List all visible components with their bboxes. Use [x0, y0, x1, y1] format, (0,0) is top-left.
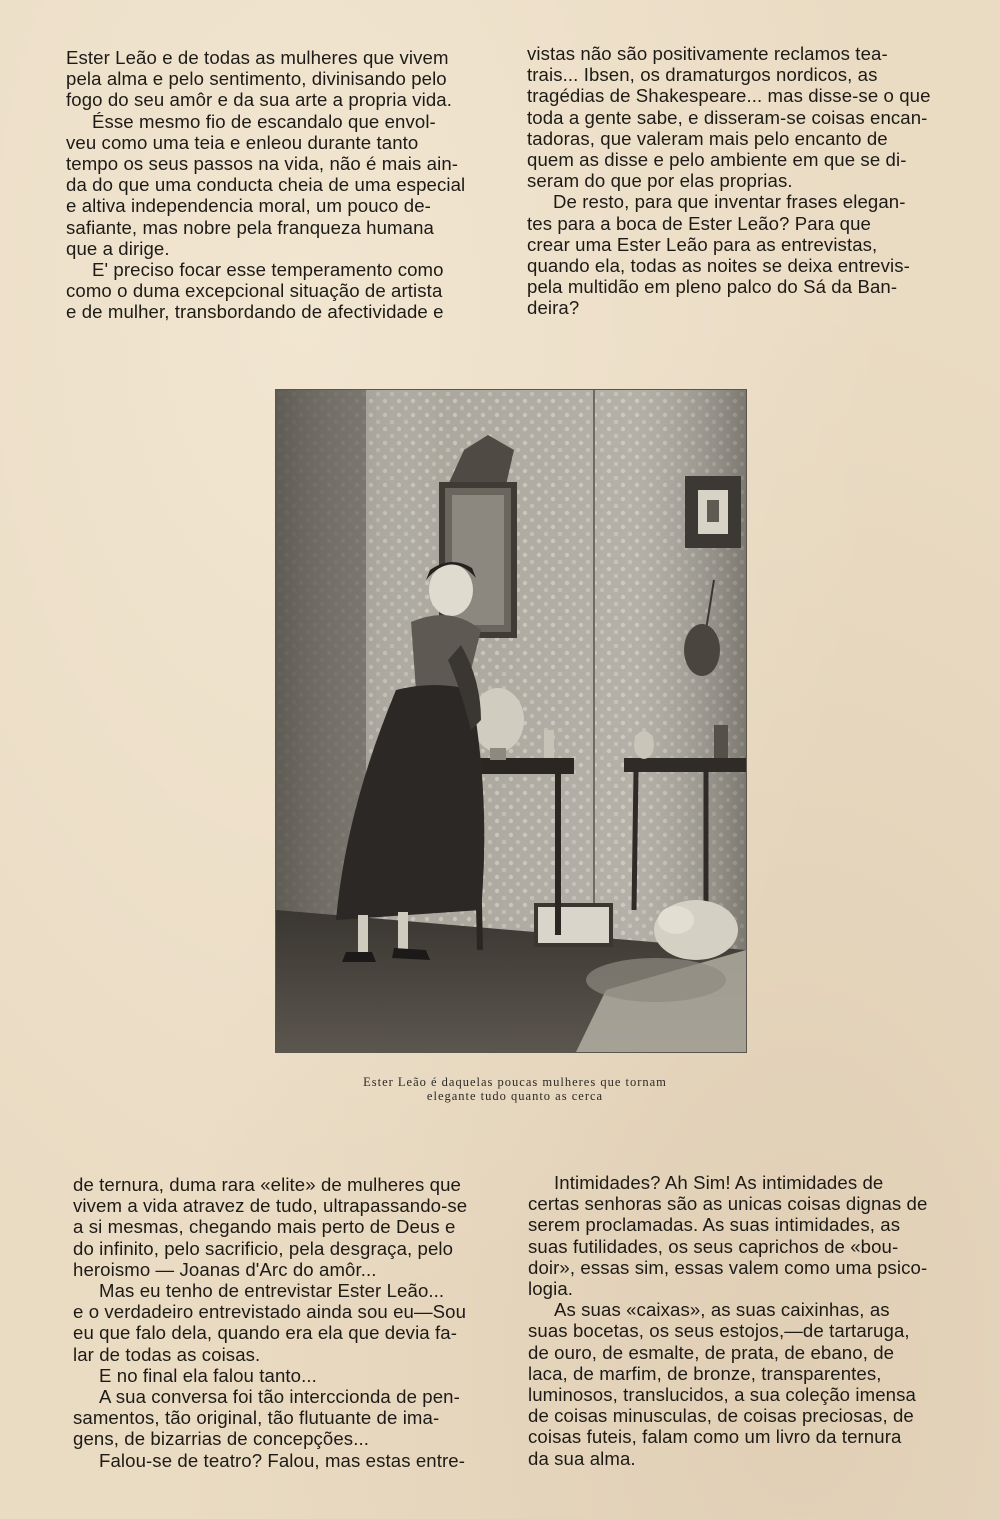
- text-line: certas senhoras são as unicas coisas dignas de: [528, 1193, 928, 1215]
- paragraph: [73, 1280, 498, 1365]
- text-line: de coisas minusculas, de coisas preciosas, de: [528, 1405, 914, 1427]
- text-line: De resto, para que inventar frases elegan-: [553, 191, 906, 213]
- photo-caption: [300, 1075, 730, 1103]
- text-line: Intimidades? Ah Sim! As intimidades de: [554, 1172, 884, 1193]
- text-line: Mas eu tenho de entrevistar Ester Leão...: [99, 1280, 445, 1302]
- text-column-top-right: [527, 43, 957, 319]
- text-line: a si mesmas, chegando mais perto de Deus e: [73, 1216, 456, 1238]
- text-line: gens, de bizarrias de concepções...: [73, 1428, 370, 1450]
- text-line: trais... Ibsen, os dramaturgos nordicos, as: [527, 64, 878, 86]
- text-line: de ouro, de esmalte, de prata, de ebano, de: [528, 1341, 895, 1363]
- text-line: veu como uma teia e enleou durante tanto: [66, 131, 419, 153]
- text-line: como o duma excepcional situação de artista: [66, 280, 443, 302]
- photograph-ester-leao: [276, 390, 746, 1052]
- text-line: safiante, mas nobre pela franqueza humana: [66, 216, 434, 238]
- caption-line-2: elegante tudo quanto as cerca: [426, 1089, 604, 1103]
- paragraph: [527, 191, 957, 318]
- paragraph: [527, 43, 957, 191]
- paragraph: [73, 1365, 498, 1386]
- paragraph: [73, 1386, 498, 1450]
- text-column-top-left: [66, 47, 492, 323]
- text-line: pela multidão em pleno palco do Sá da Ban-: [527, 276, 898, 298]
- text-line: Ester Leão e de todas as mulheres que vivem: [66, 47, 449, 68]
- text-line: seram do que por elas proprias.: [527, 170, 793, 192]
- caption-line-1: Ester Leão é daquelas poucas mulheres que tornam: [363, 1075, 667, 1089]
- text-line: E no final ela falou tanto...: [99, 1364, 317, 1386]
- text-line: tempo os seus passos na vida, não é mais ain-: [66, 153, 459, 175]
- text-line: suas bocetas, os seus estojos,—de tartaruga,: [528, 1320, 910, 1342]
- text-line: laca, de marfim, de bronze, transparentes,: [528, 1362, 882, 1384]
- text-line: de ternura, duma rara «elite» de mulheres que: [73, 1174, 461, 1195]
- text-column-bottom-left: [73, 1174, 498, 1471]
- text-line: eu que falo dela, quando era ela que devia fa-: [73, 1322, 458, 1344]
- paragraph: [66, 259, 492, 323]
- text-line: logia.: [528, 1278, 574, 1300]
- text-line: pela alma e pelo sentimento, divinisando pelo: [66, 68, 447, 90]
- text-line: da sua alma.: [528, 1447, 636, 1469]
- paragraph: [73, 1174, 498, 1280]
- text-line: deira?: [527, 297, 580, 319]
- text-line: tragédias de Shakespeare... mas disse-se o que: [527, 85, 931, 107]
- text-line: tes para a boca de Ester Leão? Para que: [527, 212, 871, 234]
- text-line: e altiva independencia moral, um pouco de-: [66, 195, 431, 217]
- text-line: e o verdadeiro entrevistado ainda sou eu—Sou: [73, 1301, 467, 1323]
- text-line: suas futilidades, os seus caprichos de «bou-: [528, 1235, 899, 1257]
- text-line: E' preciso focar esse temperamento como: [92, 259, 444, 281]
- paragraph: [66, 111, 492, 259]
- text-line: que a dirige.: [66, 237, 170, 259]
- text-line: A sua conversa foi tão interccionda de pen-: [99, 1386, 460, 1408]
- text-line: toda a gente sabe, e disseram-se coisas encan-: [527, 106, 928, 128]
- text-line: coisas futeis, falam como um livro da ternura: [528, 1426, 902, 1448]
- text-line: doir», essas sim, essas valem como uma psico-: [528, 1256, 928, 1278]
- text-column-bottom-right: [528, 1172, 960, 1469]
- text-line: heroismo — Joanas d'Arc do amôr...: [73, 1258, 377, 1280]
- text-line: serem proclamadas. As suas intimidades, as: [528, 1214, 901, 1236]
- photo-illustration: [276, 390, 746, 1052]
- paragraph: [528, 1299, 960, 1469]
- text-line: As suas «caixas», as suas caixinhas, as: [554, 1299, 890, 1321]
- paragraph: [73, 1450, 498, 1471]
- text-line: crear uma Ester Leão para as entrevistas,: [527, 233, 878, 255]
- text-line: vistas não são positivamente reclamos tea-: [527, 43, 888, 64]
- text-line: lar de todas as coisas.: [73, 1343, 261, 1365]
- text-line: samentos, tão original, tão flutuante de ima-: [73, 1407, 440, 1429]
- paragraph: [66, 47, 492, 111]
- text-line: tadoras, que valeram mais pelo encanto de: [527, 127, 888, 149]
- text-line: Ésse mesmo fio de escandalo que envol-: [92, 110, 436, 132]
- text-line: e de mulher, transbordando de afectividade e: [66, 301, 444, 323]
- text-line: do infinito, pelo sacrificio, pela desgraça, pelo: [73, 1237, 454, 1259]
- text-line: luminosos, translucidos, a sua coleção imensa: [528, 1384, 916, 1406]
- text-line: da do que uma conducta cheia de uma especial: [66, 174, 466, 196]
- paragraph: [528, 1172, 960, 1299]
- text-line: fogo do seu amôr e da sua arte a propria vida.: [66, 89, 453, 111]
- text-line: Falou-se de teatro? Falou, mas estas entre-: [99, 1449, 466, 1471]
- text-line: quando ela, todas as noites se deixa entrevis-: [527, 255, 910, 277]
- text-line: vivem a vida atravez de tudo, ultrapassando-se: [73, 1195, 468, 1217]
- text-line: quem as disse e pelo ambiente em que se di-: [527, 149, 907, 171]
